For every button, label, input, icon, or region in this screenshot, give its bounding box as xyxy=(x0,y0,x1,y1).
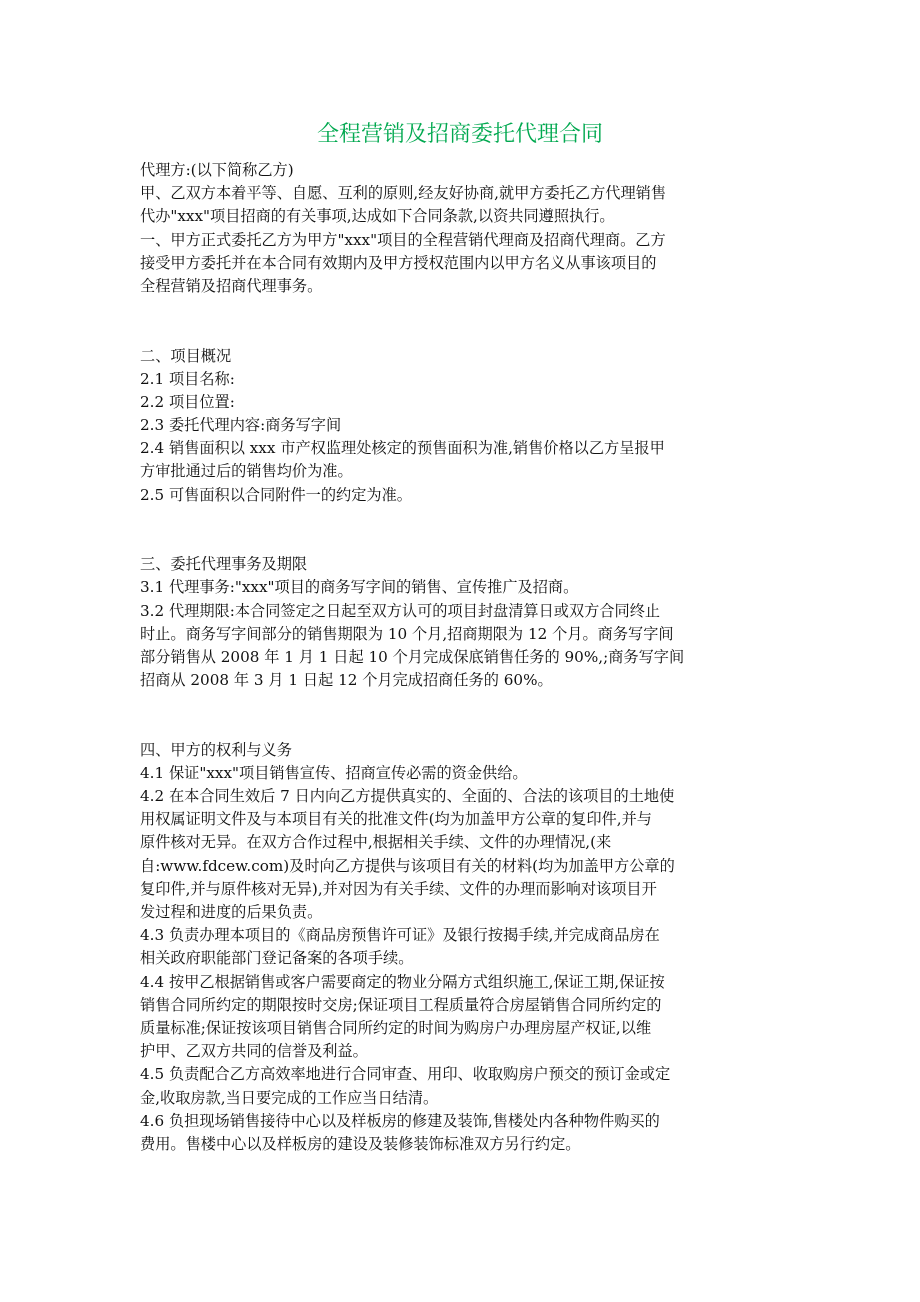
contract-text-line: 4.1 保证"xxx"项目销售宣传、招商宣传必需的资金供给。 xyxy=(140,763,528,782)
contract-text-line: 护甲、乙双方共同的信誉及利益。 xyxy=(140,1042,368,1061)
contract-text-line: 3.2 代理期限:本合同签定之日起至双方认可的项目封盘清算日或双方合同终止 xyxy=(140,601,661,620)
contract-text-line: 招商从 2008 年 3 月 1 日起 12 个月完成招商任务的 60%。 xyxy=(140,671,553,690)
contract-text-line: 三、委托代理事务及期限 xyxy=(140,555,308,574)
contract-text-line: 4.6 负担现场销售接待中心以及样板房的修建及装饰,售楼处内各种物件购买的 xyxy=(140,1111,660,1130)
contract-text-line: 代办"xxx"项目招商的有关事项,达成如下合同条款,以资共同遵照执行。 xyxy=(140,207,615,226)
contract-text-line: 方审批通过后的销售均价为准。 xyxy=(140,462,353,481)
contract-text-line: 2.3 委托代理内容:商务写字间 xyxy=(140,416,342,435)
contract-text-line: 相关政府职能部门登记备案的各项手续。 xyxy=(140,949,414,968)
blank-line xyxy=(140,321,780,344)
contract-text-line: 4.3 负责办理本项目的《商品房预售许可证》及银行按揭手续,并完成商品房在 xyxy=(140,926,660,945)
contract-text-line: 用权属证明文件及与本项目有关的批准文件(均为加盖甲方公章的复印件,并与 xyxy=(140,810,652,829)
contract-text-line: 3.1 代理事务:"xxx"项目的商务写字间的销售、宣传推广及招商。 xyxy=(140,578,579,597)
contract-text-line: 二、项目概况 xyxy=(140,346,232,365)
contract-text-line: 全程营销及招商代理事务。 xyxy=(140,276,323,295)
blank-line xyxy=(140,507,780,530)
contract-text-line: 金,收取房款,当日要完成的工作应当日结清。 xyxy=(140,1088,439,1107)
contract-text-line: 2.5 可售面积以合同附件一的约定为准。 xyxy=(140,485,412,504)
blank-line xyxy=(140,716,780,739)
contract-text-line: 4.2 在本合同生效后 7 日内向乙方提供真实的、全面的、合法的该项目的土地使 xyxy=(140,787,675,806)
blank-line xyxy=(140,530,780,553)
contract-text-line: 时止。商务写字间部分的销售期限为 10 个月,招商期限为 12 个月。商务写字间 xyxy=(140,624,674,643)
blank-line xyxy=(140,298,780,321)
contract-text-line: 部分销售从 2008 年 1 月 1 日起 10 个月完成保底销售任务的 90%,;商务写字间 xyxy=(140,647,685,666)
contract-text-line: 2.4 销售面积以 xxx 市产权监理处核定的预售面积为准,销售价格以乙方呈报甲 xyxy=(140,439,665,458)
contract-text-line: 甲、乙双方本着平等、自愿、互利的原则,经友好协商,就甲方委托乙方代理销售 xyxy=(140,184,667,203)
contract-text-line: 自:www.fdcew.com)及时向乙方提供与该项目有关的材料(均为加盖甲方公章的 xyxy=(140,856,675,875)
contract-text-line: 发过程和进度的后果负责。 xyxy=(140,903,323,921)
contract-text-line: 一、甲方正式委托乙方为甲方"xxx"项目的全程营销代理商及招商代理商。乙方 xyxy=(140,230,666,249)
contract-text-line: 费用。售楼中心以及样板房的建设及装修装饰标准双方另行约定。 xyxy=(140,1134,581,1153)
contract-text-line: 2.2 项目位置: xyxy=(140,392,235,411)
contract-text-line: 4.4 按甲乙根据销售或客户需要商定的物业分隔方式组织施工,保证工期,保证按 xyxy=(140,972,665,991)
contract-text-line: 四、甲方的权利与义务 xyxy=(140,740,292,759)
contract-text-line: 接受甲方委托并在本合同有效期内及甲方授权范围内以甲方名义从事该项目的 xyxy=(140,253,657,272)
contract-text-line: 代理方:(以下简称乙方) xyxy=(140,161,294,179)
contract-text-line: 原件核对无异。在双方合作过程中,根据相关手续、文件的办理情况,(来 xyxy=(140,833,612,852)
contract-text-line: 质量标准;保证按该项目销售合同所约定的时间为购房户办理房屋产权证,以维 xyxy=(140,1018,652,1037)
contract-body xyxy=(140,159,780,1156)
document-title: 全程营销及招商委托代理合同 xyxy=(316,122,603,147)
contract-text-line: 4.5 负责配合乙方高效率地进行合同审查、用印、收取购房户预交的预订金或定 xyxy=(140,1065,671,1084)
contract-text-line: 复印件,并与原件核对无异),并对因为有关手续、文件的办理而影响对该项目开 xyxy=(140,879,657,898)
contract-text-line: 销售合同所约定的期限按时交房;保证项目工程质量符合房屋销售合同所约定的 xyxy=(140,995,662,1014)
contract-text-line: 2.1 项目名称: xyxy=(140,369,235,388)
blank-line xyxy=(140,692,780,715)
